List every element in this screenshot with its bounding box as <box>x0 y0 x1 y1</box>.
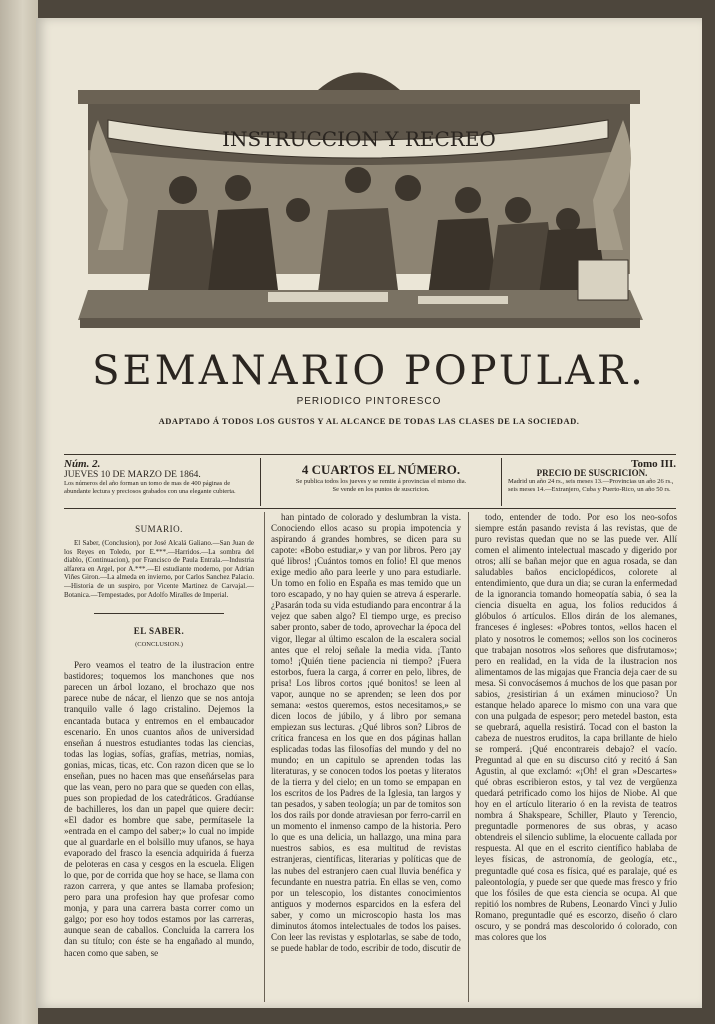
article-text-col2: han pintado de colorado y deslumbran la vista. Conociendo ellos acaso su propia impotencia y aspirando á grandes hombres, se dicen para su capote: «Bobo estudiar,» y van por libros. Pero ¡ay qué libros! ¡Cuántos tomos en folio! El que menos exige medio año para leerle y uno para estudiarle. Un tomo en folio en España es mas temido que un toro escapado, y no hay quien se atreva á esperarle. ¿Pasarán toda su vida estudiando para encontrar á la vejez que saben algo? El tiempo urge, es preciso saber pronto, saber de todo, aprovechar la época del vigor, llegar al último escalon de la escalera social antes que el reloj señale la media vida. ¡Tanto tomo! ¡Quién tiene paciencia ni tiempo? ¡Fuera estorbos, fuera la carga, á correr en pelo, libres, de prisa! Los libros cortos ¡qué bonitos! se leen al vapor, aunque no se aprenden; se leen dos por semana: «estos queremos, estos necesitamos,» se dicen locos de júbilo, y á libro por semana empiezan sus lecturas. ¿Qué libros son? Libros de crítica francesa en los que en dos páginas hallan esplicadas todas las filosofías del mundo y del no mundo; en un capitulo se aprenden todas las literaturas, y se conocen todos los poetas y literatos de la tierra y del cielo; en un tomo se empapan en los escritos de los Padres de la Iglesia, tan largos y tan pesados, y saben teología; un par de tomitos son los dos rails por donde atraviesan por ferro-carril en un momento el inmenso campo de la historia. Pero lo que es una delicia, un hallazgo, una mina para nuestros sabios, es esa multitud de revistas estranjeras, científicas, literarias y políticas que de las nubes del estranjero caen cual lluvia benéfica y fecundante en nuestra patria. En ellas se ven, como por un telescopio, los distantes conocimientos antiguos y modernos esparcidos en la esfera del saber, y como un microscopio hasta los mas diminutos átomos intelectuales de todos los paises. Con leer las revistas y esplotarlas, se sabe de todo, se puede hablar de todo, escribir de todo, discutir de <box>271 512 461 953</box>
column-1 <box>64 512 254 1002</box>
issue-price: 4 CUARTOS EL NÚMERO. <box>301 462 461 477</box>
price-block <box>260 458 502 506</box>
publish-note-1: Se publica todos los jueves y se remite á provincias el mismo dia. <box>295 478 467 485</box>
book-spine <box>0 0 38 1024</box>
section-divider <box>94 613 224 614</box>
engraving-illustration <box>68 60 650 342</box>
column-3 <box>468 512 677 1002</box>
subscription-price-detail: Madrid un año 24 rs., seis meses 13.—Provincias un año 26 rs., seis meses 14.—Extranjero, Cuba y Puerto-Rico, un año 50 rs. <box>508 478 674 493</box>
bottom-rule <box>64 508 676 509</box>
article-text-col3: todo, entender de todo. Por eso los neo-sofos siempre están pasando revista á las revistas, que de puro revistas quedan que no se las puede ver. Allí comen el alimento intelectual mascado y digerido por otros; allí se bañan mejor que en agua rosada, se dan saludables baños enciclopédicos, colorete al entendimiento, que dura un dia; se curan la enfermedad de la ignorancia tomando homeopatía sabia, ó sea la ciencia disuelta en agua, los folios reducidos á glóbulos ó artículos. Ellos dirán de los alemanes, franceses é ingleses: «Pobres tontos, »ellos hacen el plato y nosotros le comemos; »ellos son los cocineros que trabajan nosotros »los señores que disfrutamos»; pero en realidad, en la vida de la ilustracion nos alimentamos de las migajas que Francia deja caer de su mesa. Si convocásemos á muchos de los que pasan por sabios, ¿resistirian á un exámen minucioso? Un estanque helado aparece lo mismo con una vara que con una pulgada de espesor; pero metedel baston, esta se quebrará, aquella resistirá. Tocad con el baston la cabeza de nuestros eruditos, la capa brillante de hielo se romperá. ¡Qué encontrareis debajo? el vacío. Preguntad al que en su discurso citó y recitó á San Agustin, al que exclamó: «¡Oh! el gran »Descartes» qué obras escribieron estos, y tal vez de vergüenza quedará petrificado como los hijos de Niobe. Al que hoy en el artículo literario ó en la revista de teatros nombra á Shakspeare, Schiller, Plauto y Terencio, preguntadle pormenores de sus obras, y acaso obtendreis el silencio sublime, la elocuente callada por respuesta. Al que en el escrito científico hablaba de leyes físicas, de astronomía, de geología, etc., preguntadle qué cosa es física, qué es paralaje, qué es paleontología, y puede ser que quede mas fresco y frio que los fósiles de que esta ciencia se ocupa. Al que repitió los nombres de Rubens, Leonardo Vinci y Julio Romano, preguntadle qué es escorzo, diseño ó claro oscuro, y se pondrá mas descolorido ó colorado, con mas colores que los <box>475 512 677 942</box>
issue-note: Los números del año forman un tomo de mas de 400 páginas de abundante lectura y preciosos grabados con una elegante cubierta. <box>64 480 236 495</box>
subscription-block <box>508 458 676 506</box>
issue-number: Núm. 2. <box>64 458 101 470</box>
column-2 <box>264 512 461 1002</box>
issue-number-block <box>64 458 254 506</box>
article-title: EL SABER. <box>133 626 185 637</box>
subscription-price-label: PRECIO DE SUSCRICION. <box>536 468 648 478</box>
banner-text: INSTRUCCION Y RECREO <box>222 127 496 151</box>
newspaper-tagline: ADAPTADO Á TODOS LOS GUSTOS Y AL ALCANCE DE TODAS LAS CLASES DE LA SOCIEDAD. <box>158 416 580 426</box>
article-subtitle: (CONCLUSION.) <box>135 641 183 649</box>
newspaper-page <box>36 18 702 1008</box>
newspaper-title: SEMANARIO POPULAR. <box>92 348 646 394</box>
issue-info-bar <box>64 458 676 506</box>
volume-label: Tomo III. <box>631 458 676 470</box>
article-text-col1: Pero veamos el teatro de la ilustracion entre bastidores; toquemos los manchones que nos parecen un árbol lozano, el brochazo que nos parece nube de nácar, el lienzo que se nos antoja tranquilo valle ó lago cristalino. Dejemos la encantada butaca y entremos en el embaucador escenario. En unos cuantos años de universidad enseñan á nuestros estudiantes todas las ciencias, todas las logias, sofías, grafías, metrias, nomias, gonias, micas, ticas, etc. Con razon dicen que se lo enseñan, pues no hacen mas que enseñárselas para que las vean, pero no para que se queden con ellas, pues son propiedad de los catedráticos. Gradúanse de bachilleres, los dan un papel que quiere decir: «El dador es hombre que sabe, permítasele la »entrada en el campo del saber;» lo cual no impide que al guardarle en el bolsillo muy ufanos, se haya evaporado del frasco la esencia adquirida á fuerza de peloteras en casa y cesgos en la escuela. Eligen lo que, por de corrida que hoy se hace, se llama con razon carrera, y que antes se llamaba profesion; pero para una profesion hay que profesar como monja, y para una carrera basta correr como un galgo; por eso hoy todos estamos por las carreras, aunque sean de caballos. Concluida la carrera los dan su título; con éste se ha engañado al mundo, hacen como que saben, se <box>64 660 254 958</box>
article-columns <box>64 512 676 1002</box>
issue-date: JUEVES 10 DE MARZO DE 1864. <box>64 470 201 480</box>
publish-note-2: Se vende en los puntos de suscricion. <box>332 485 430 493</box>
top-rule <box>64 454 676 455</box>
sumario-heading: SUMARIO. <box>135 524 183 534</box>
sumario-text: El Saber, (Conclusion), por José Alcalá Galiano.—San Juan de los Reyes en Toledo, por E.***.—Harridos.—La sombra del diablo, (Continuacion), por Francisco de Paula Entrala.—Industria alfarera en Argel, por A.***.—El estudiante moderno, por Adrian Viñes Giron.—La almeda en invierno, por Carlos Sanchez Palacio.—Historia de un suspiro, por Vicente Martinez de Carvajal.—Botanica.—Tempestades, por Adolfo Miralles de Imperial. <box>64 539 254 599</box>
newspaper-subtitle: PERIODICO PINTORESCO <box>296 396 442 407</box>
